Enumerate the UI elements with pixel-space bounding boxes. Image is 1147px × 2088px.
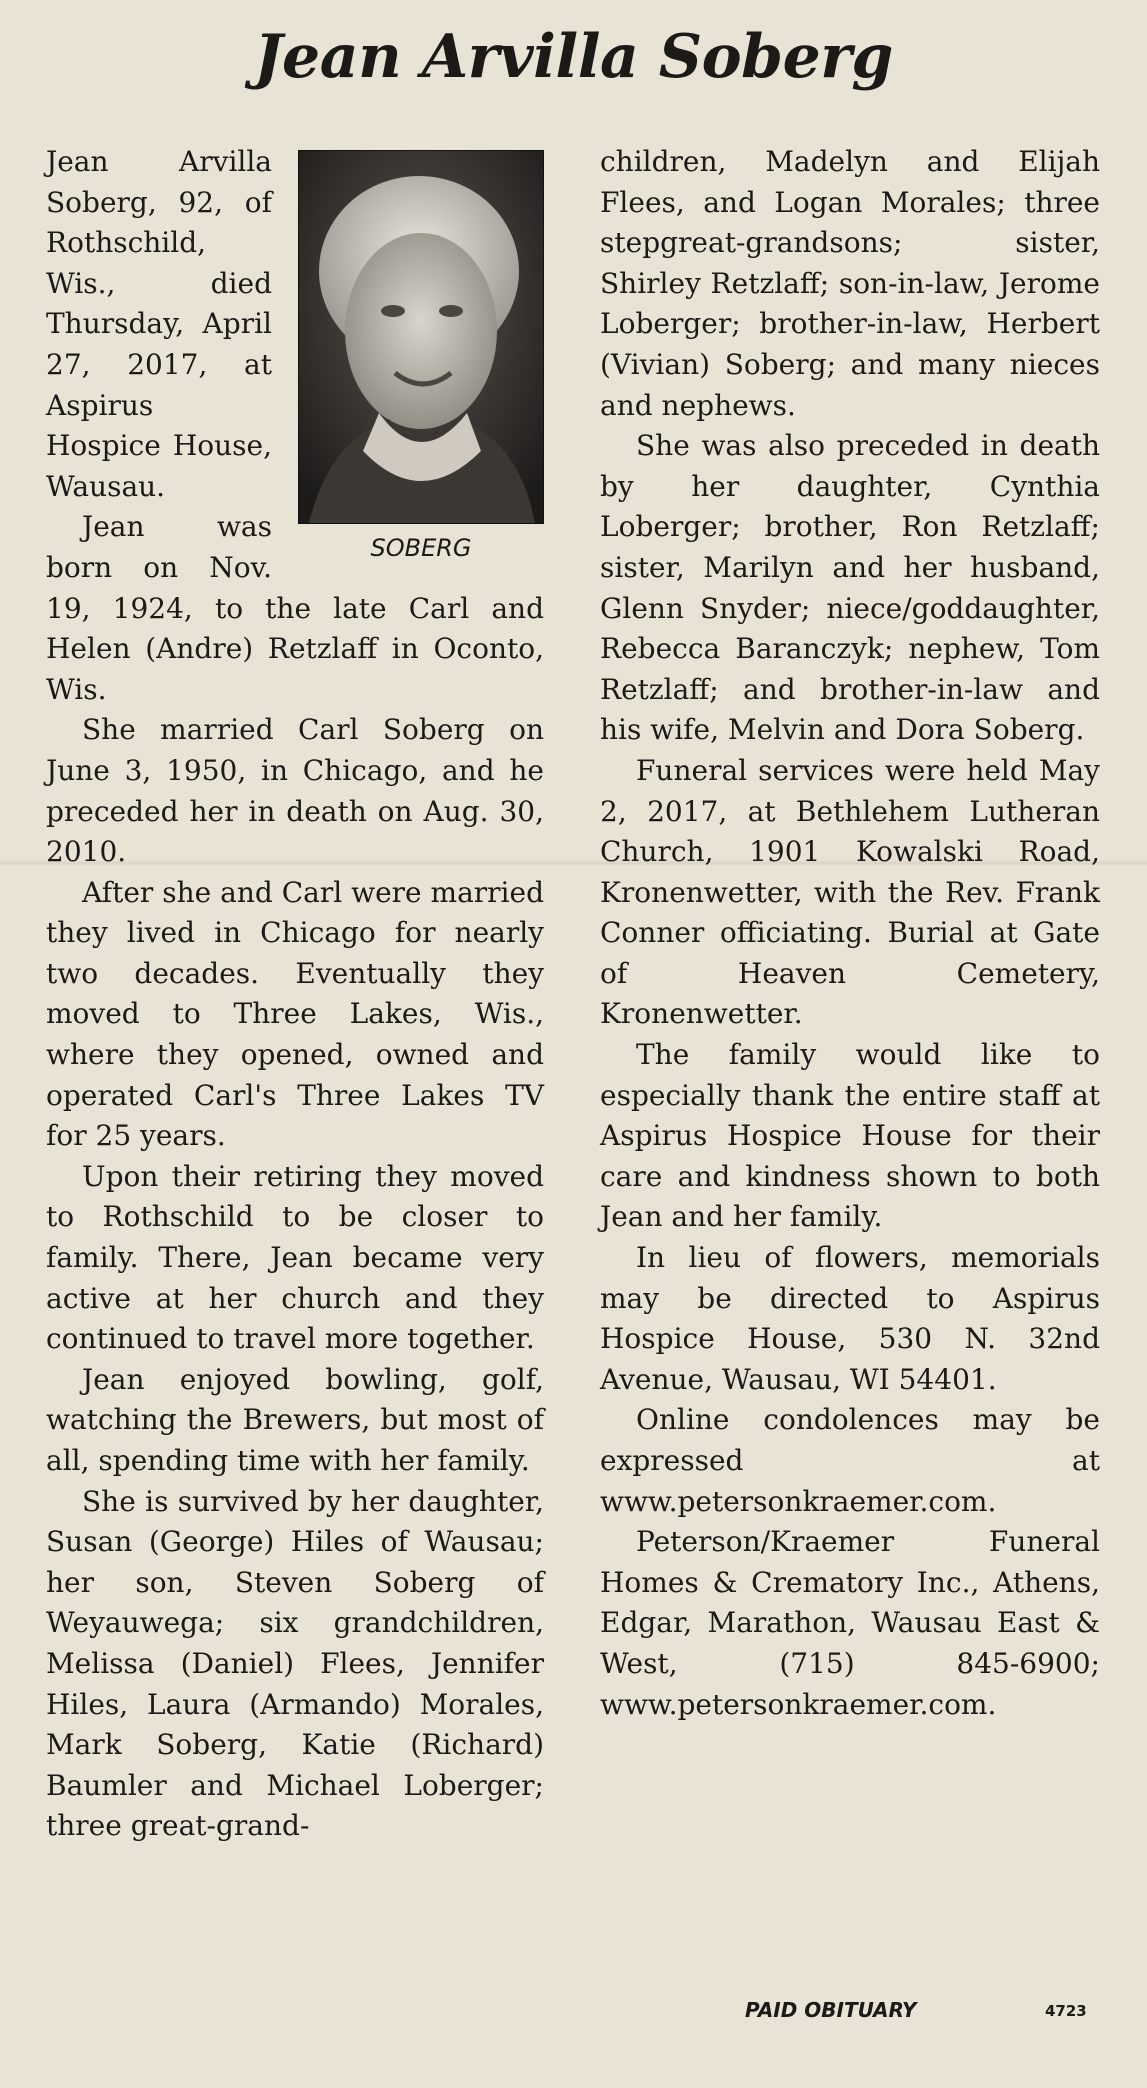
portrait-photo — [298, 150, 544, 524]
photo-caption: SOBERG — [370, 534, 472, 562]
right-paragraph: children, Madelyn and Elijah Flees, and Logan Morales; three stepgreat-grandsons; sister, Shirley Retzlaff; son-in-law, Jerome Loberger; brother-in-law, Herbert (Vivian) Soberg; and many nieces and nephews. — [600, 145, 1100, 422]
left-paragraph: Jean Arvilla Soberg, 92, of Rothschild, Wis., died Thursday, April 27, 2017, at Aspirus Hospice House, Wausau. — [46, 145, 272, 503]
left-paragraph: She is survived by her daughter, Susan (George) Hiles of Wausau; her son, Steven Soberg of Weyauwega; six grandchildren, Melissa (Daniel) Flees, Jennifer Hiles, Laura (Armando) Morales, Mark Soberg, Katie (Richard) Baumler and Michael Loberger; three great-grand- — [46, 1484, 544, 1843]
right-paragraph: In lieu of flowers, memorials may be directed to Aspirus Hospice House, 530 N. 32nd Avenue, Wausau, WI 54401. — [600, 1241, 1100, 1396]
right-paragraph: Peterson/Kraemer Funeral Homes & Crematory Inc., Athens, Edgar, Marathon, Wausau East & West, (715) 845-6900; www.petersonkraemer.com. — [600, 1525, 1100, 1721]
right-paragraph: The family would like to especially thank the entire staff at Aspirus Hospice House for their care and kindness shown to both Jean and her family. — [600, 1038, 1100, 1234]
portrait-image — [299, 151, 543, 523]
left-paragraph: Jean enjoyed bowling, golf, watching the Brewers, but most of all, spending time with her family. — [46, 1362, 544, 1477]
left-paragraph: Upon their retiring they moved to Rothschild to be closer to family. There, Jean became very active at her church and they continued to travel more together. — [46, 1159, 544, 1356]
right-paragraph: She was also preceded in death by her daughter, Cynthia Loberger; brother, Ron Retzlaff; sister, Marilyn and her husband, Glenn Snyder; niece/goddaughter, Rebecca Baranczyk; nephew, Tom Retzlaff; and brother-in-law and his wife, Melvin and Dora Soberg. — [600, 429, 1100, 747]
right-paragraph: Funeral services were held May 2, 2017, at Bethlehem Lutheran Church, 1901 Kowalski Road, Kronenwetter, with the Rev. Frank Conner officiating. Burial at Gate of Heaven Cemetery, Kronenwetter. — [600, 753, 1100, 1031]
right-paragraph: Online condolences may be expressed at www.petersonkraemer.com. — [600, 1403, 1100, 1518]
left-paragraph: After she and Carl were married they lived in Chicago for nearly two decades. Eventually they moved to Three Lakes, Wis., where they opened, owned and operated Carl's Three Lakes TV for 25 years. — [46, 875, 544, 1153]
left-paragraph: She married Carl Soberg on June 3, 1950, in Chicago, and he preceded her in death on Aug. 30, 2010. — [46, 713, 544, 869]
ad-code: 4723 — [1045, 2002, 1087, 2020]
obituary-title: Jean Arvilla Soberg — [254, 22, 893, 92]
paid-obituary-label: PAID OBITUARY — [745, 1998, 917, 2022]
left-paragraph: Jean was born on Nov. 19, 1924, to the late Carl and Helen (Andre) Retzlaff in Oconto, Wis. — [46, 510, 544, 706]
left-column — [46, 142, 544, 1847]
right-column — [600, 142, 1100, 1725]
portrait-block — [298, 150, 544, 562]
